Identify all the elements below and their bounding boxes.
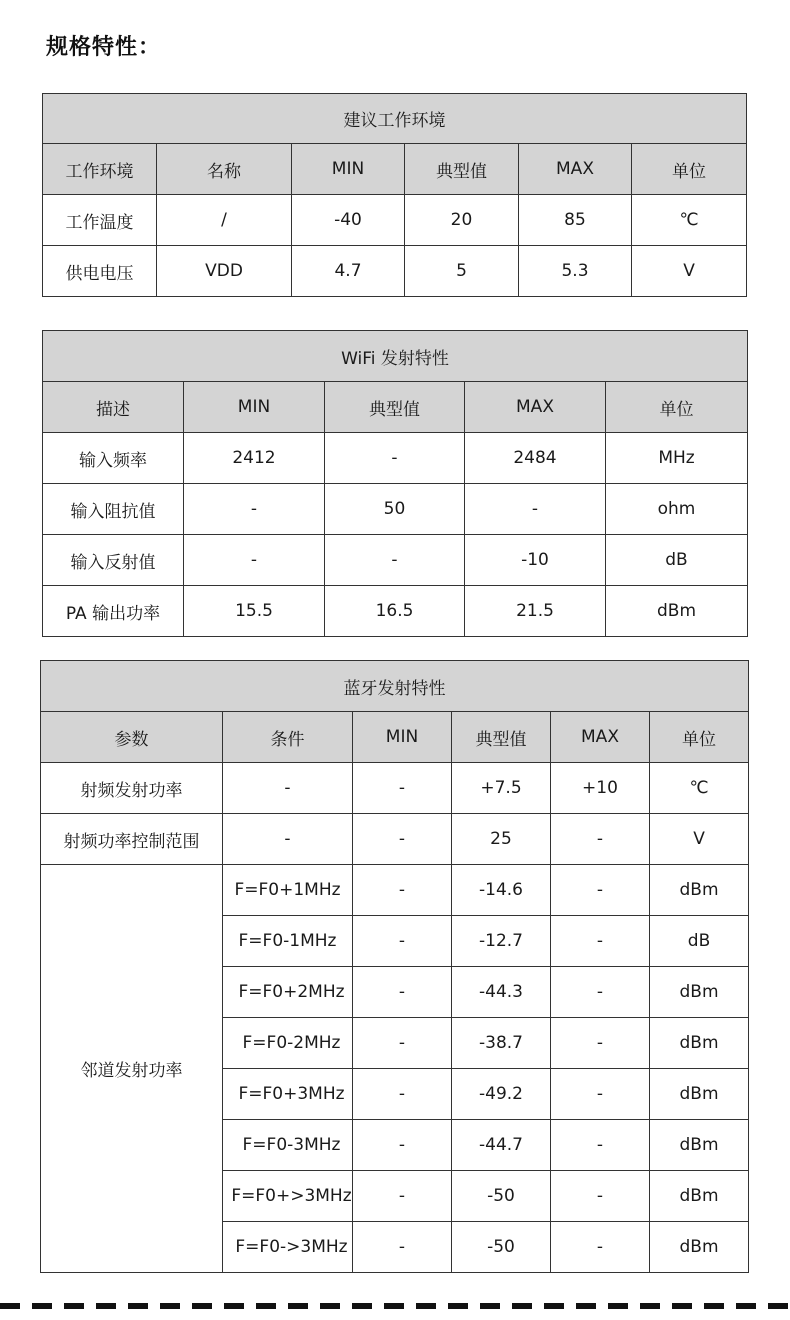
table-cell: dBm bbox=[650, 967, 749, 1018]
table-cell: F=F0+3MHz bbox=[223, 1069, 353, 1120]
table-cell: F=F0+2MHz bbox=[223, 967, 353, 1018]
table-title-row bbox=[43, 94, 747, 144]
table-cell: 2484 bbox=[465, 433, 606, 484]
table-cell: 5 bbox=[405, 246, 519, 297]
column-header: MIN bbox=[184, 382, 325, 433]
env-table-title: 建议工作环境 bbox=[43, 94, 747, 144]
env-spec-table bbox=[42, 93, 747, 297]
table-cell: -12.7 bbox=[452, 916, 551, 967]
page-title: 规格特性： bbox=[46, 35, 162, 60]
table-cell: -50 bbox=[452, 1222, 551, 1273]
table-cell: - bbox=[184, 484, 325, 535]
table-row bbox=[41, 763, 749, 814]
table-cell: - bbox=[353, 814, 452, 865]
table-cell: 50 bbox=[325, 484, 465, 535]
table-cell: dBm bbox=[650, 1018, 749, 1069]
table-cell: - bbox=[551, 1171, 650, 1222]
table-cell: / bbox=[157, 195, 292, 246]
table-cell: - bbox=[353, 967, 452, 1018]
wifi-spec-table bbox=[42, 330, 748, 637]
table-cell: ℃ bbox=[632, 195, 747, 246]
table-cell: - bbox=[551, 916, 650, 967]
table-cell: -44.3 bbox=[452, 967, 551, 1018]
table-cell: F=F0+1MHz bbox=[223, 865, 353, 916]
table-cell: - bbox=[551, 1222, 650, 1273]
table-cell: 输入阻抗值 bbox=[43, 484, 184, 535]
table-cell: 15.5 bbox=[184, 586, 325, 637]
column-header: 单位 bbox=[650, 712, 749, 763]
table-header-row bbox=[41, 712, 749, 763]
column-header: 参数 bbox=[41, 712, 223, 763]
table-row bbox=[41, 865, 749, 916]
table-cell: 21.5 bbox=[465, 586, 606, 637]
adjacent-channel-label: 邻道发射功率 bbox=[41, 865, 223, 1273]
table-cell: 工作温度 bbox=[43, 195, 157, 246]
table-cell: F=F0+>3MHz bbox=[223, 1171, 353, 1222]
table-cell: - bbox=[353, 1171, 452, 1222]
bt-table-title: 蓝牙发射特性 bbox=[41, 661, 749, 712]
bluetooth-spec-table bbox=[40, 660, 749, 1273]
table-cell: -50 bbox=[452, 1171, 551, 1222]
column-header: 条件 bbox=[223, 712, 353, 763]
column-header: 单位 bbox=[606, 382, 748, 433]
table-header-row bbox=[43, 144, 747, 195]
column-header: 工作环境 bbox=[43, 144, 157, 195]
dashed-divider bbox=[0, 1303, 790, 1309]
table-cell: - bbox=[353, 1120, 452, 1171]
table-cell: 16.5 bbox=[325, 586, 465, 637]
table-row bbox=[41, 814, 749, 865]
table-cell: dBm bbox=[606, 586, 748, 637]
table-row bbox=[43, 535, 748, 586]
table-cell: PA 输出功率 bbox=[43, 586, 184, 637]
table-cell: dBm bbox=[650, 1120, 749, 1171]
column-header: MIN bbox=[353, 712, 452, 763]
table-cell: -40 bbox=[292, 195, 405, 246]
column-header: MIN bbox=[292, 144, 405, 195]
column-header: 名称 bbox=[157, 144, 292, 195]
table-cell: 射频发射功率 bbox=[41, 763, 223, 814]
column-header: MAX bbox=[465, 382, 606, 433]
table-cell: dB bbox=[650, 916, 749, 967]
table-cell: V bbox=[650, 814, 749, 865]
table-cell: - bbox=[551, 1069, 650, 1120]
table-header-row bbox=[43, 382, 748, 433]
table-row bbox=[43, 484, 748, 535]
table-cell: - bbox=[551, 967, 650, 1018]
column-header: MAX bbox=[551, 712, 650, 763]
table-cell: dBm bbox=[650, 1222, 749, 1273]
table-cell: -10 bbox=[465, 535, 606, 586]
table-cell: - bbox=[353, 865, 452, 916]
table-cell: - bbox=[325, 535, 465, 586]
table-cell: VDD bbox=[157, 246, 292, 297]
table-cell: dBm bbox=[650, 1171, 749, 1222]
table-cell: - bbox=[223, 814, 353, 865]
table-cell: F=F0-3MHz bbox=[223, 1120, 353, 1171]
table-cell: dBm bbox=[650, 1069, 749, 1120]
table-title-row bbox=[43, 331, 748, 382]
table-cell: -14.6 bbox=[452, 865, 551, 916]
table-row bbox=[43, 246, 747, 297]
table-cell: dB bbox=[606, 535, 748, 586]
table-cell: F=F0-2MHz bbox=[223, 1018, 353, 1069]
table-cell: 4.7 bbox=[292, 246, 405, 297]
table-cell: 输入频率 bbox=[43, 433, 184, 484]
wifi-table-title: WiFi 发射特性 bbox=[43, 331, 748, 382]
column-header: 典型值 bbox=[452, 712, 551, 763]
column-header: 典型值 bbox=[405, 144, 519, 195]
table-cell: - bbox=[353, 1069, 452, 1120]
table-cell: -49.2 bbox=[452, 1069, 551, 1120]
table-cell: -38.7 bbox=[452, 1018, 551, 1069]
table-cell: - bbox=[353, 763, 452, 814]
table-cell: 5.3 bbox=[519, 246, 632, 297]
table-cell: - bbox=[551, 1018, 650, 1069]
column-header: 描述 bbox=[43, 382, 184, 433]
table-cell: dBm bbox=[650, 865, 749, 916]
column-header: 单位 bbox=[632, 144, 747, 195]
table-cell: -44.7 bbox=[452, 1120, 551, 1171]
column-header: MAX bbox=[519, 144, 632, 195]
table-cell: F=F0-1MHz bbox=[223, 916, 353, 967]
table-cell: - bbox=[353, 1018, 452, 1069]
table-cell: - bbox=[551, 814, 650, 865]
table-row bbox=[43, 433, 748, 484]
table-cell: ℃ bbox=[650, 763, 749, 814]
table-cell: +10 bbox=[551, 763, 650, 814]
table-cell: V bbox=[632, 246, 747, 297]
table-cell: 85 bbox=[519, 195, 632, 246]
table-cell: 输入反射值 bbox=[43, 535, 184, 586]
table-cell: - bbox=[465, 484, 606, 535]
table-cell: - bbox=[223, 763, 353, 814]
table-cell: - bbox=[353, 916, 452, 967]
table-cell: MHz bbox=[606, 433, 748, 484]
table-cell: 供电电压 bbox=[43, 246, 157, 297]
table-cell: - bbox=[184, 535, 325, 586]
table-row bbox=[43, 195, 747, 246]
table-cell: +7.5 bbox=[452, 763, 551, 814]
table-cell: 射频功率控制范围 bbox=[41, 814, 223, 865]
table-title-row bbox=[41, 661, 749, 712]
table-row bbox=[43, 586, 748, 637]
table-cell: ohm bbox=[606, 484, 748, 535]
table-cell: - bbox=[325, 433, 465, 484]
table-cell: 20 bbox=[405, 195, 519, 246]
column-header: 典型值 bbox=[325, 382, 465, 433]
table-cell: F=F0->3MHz bbox=[223, 1222, 353, 1273]
table-cell: 25 bbox=[452, 814, 551, 865]
table-cell: - bbox=[551, 865, 650, 916]
table-cell: 2412 bbox=[184, 433, 325, 484]
table-cell: - bbox=[353, 1222, 452, 1273]
table-cell: - bbox=[551, 1120, 650, 1171]
